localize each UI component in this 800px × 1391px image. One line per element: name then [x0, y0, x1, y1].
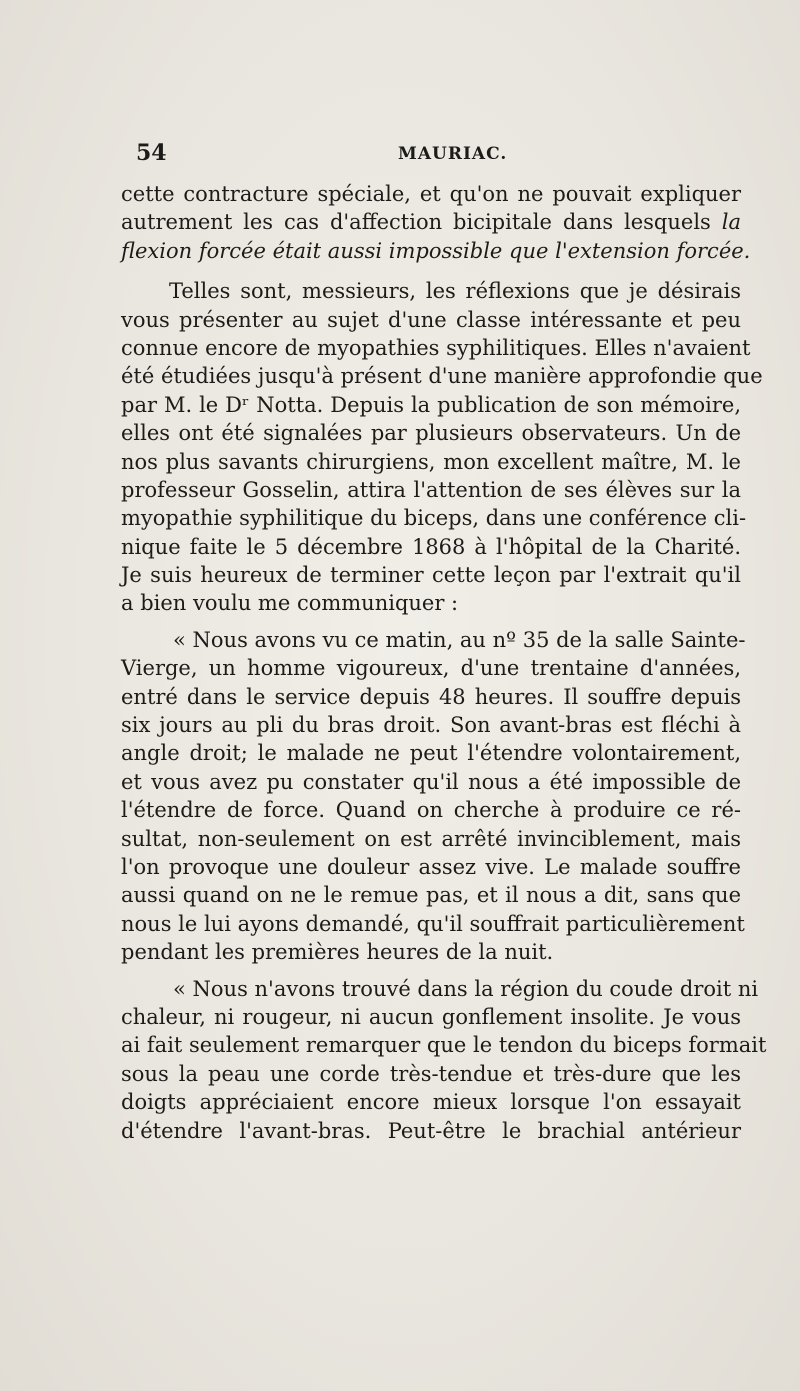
text-line: nous le lui ayons demandé, qu'il souffrait particulièrement: [121, 911, 745, 936]
text-line: ai fait seulement remarquer que le tendon du biceps formait: [121, 1033, 767, 1058]
text-line: l'étendre de force. Quand on cherche à produire ce ré-: [121, 798, 741, 823]
text-line: sultat, non-seulement on est arrêté invinciblement, mais: [121, 826, 741, 851]
text-line: vous présenter au sujet d'une classe intéressante et peu: [121, 307, 741, 332]
italic-text-line: flexion forcée était aussi impossible que l'extension forcée.: [121, 238, 751, 263]
text-line: cette contracture spéciale, et qu'on ne pouvait expliquer: [121, 182, 741, 206]
running-head: [136, 140, 740, 174]
text-line: doigts appréciaient encore mieux lorsque l'on essayait: [121, 1090, 741, 1115]
text-line: Vierge, un homme vigoureux, d'une trentaine d'années,: [121, 656, 741, 681]
running-title: MAURIAC.: [398, 144, 508, 164]
text-line: aussi quand on ne le remue pas, et il nous a dit, sans que: [121, 883, 741, 908]
paragraph-start-line: « Nous n'avons trouvé dans la région du coude droit ni: [173, 976, 759, 1001]
text-line: elles ont été signalées par plusieurs observateurs. Un de: [121, 421, 741, 446]
text-line: l'on provoque une douleur assez vive. Le malade souffre: [121, 854, 741, 879]
text-line: et vous avez pu constater qu'il nous a été impossible de: [121, 769, 741, 794]
text-line: pendant les premières heures de la nuit.: [121, 940, 554, 965]
text-line: nique faite le 5 décembre 1868 à l'hôpital de la Charité.: [121, 534, 741, 559]
paragraph-start-line: Telles sont, messieurs, les réflexions que je désirais: [169, 279, 741, 304]
text-line: Je suis heureux de terminer cette leçon par l'extrait qu'il: [121, 563, 741, 588]
text-line: angle droit; le malade ne peut l'étendre volontairement,: [121, 741, 741, 766]
page-number: 54: [136, 140, 167, 166]
text-line: myopathie syphilitique du biceps, dans une conférence cli-: [121, 506, 747, 531]
text-line: chaleur, ni rougeur, ni aucun gonflement insolite. Je vous: [121, 1004, 741, 1029]
text-line: autrement les cas d'affection bicipitale dans lesquels la: [121, 210, 741, 235]
text-line: six jours au pli du bras droit. Son avant-bras est fléchi à: [121, 713, 741, 738]
paragraph-start-line: « Nous avons vu ce matin, au nº 35 de la salle Sainte-: [173, 627, 746, 652]
text-line: professeur Gosselin, attira l'attention de ses élèves sur la: [121, 477, 741, 502]
text-line: nos plus savants chirurgiens, mon excellent maître, M. le: [121, 449, 741, 474]
text-line: entré dans le service depuis 48 heures. Il souffre depuis: [121, 684, 741, 709]
text-line: par M. le Dʳ Notta. Depuis la publication de son mémoire,: [121, 392, 741, 417]
text-line: sous la peau une corde très-tendue et très-dure que les: [121, 1061, 741, 1086]
text-line: été étudiées jusqu'à présent d'une manière approfondie que: [121, 364, 763, 389]
italic-text: la: [721, 210, 741, 235]
body-text: [121, 180, 767, 1145]
text-line: connue encore de myopathies syphilitiques. Elles n'avaient: [121, 335, 751, 360]
text-line: d'étendre l'avant-bras. Peut-être le brachial antérieur: [121, 1118, 741, 1143]
text-line: a bien voulu me communiquer :: [121, 591, 459, 616]
